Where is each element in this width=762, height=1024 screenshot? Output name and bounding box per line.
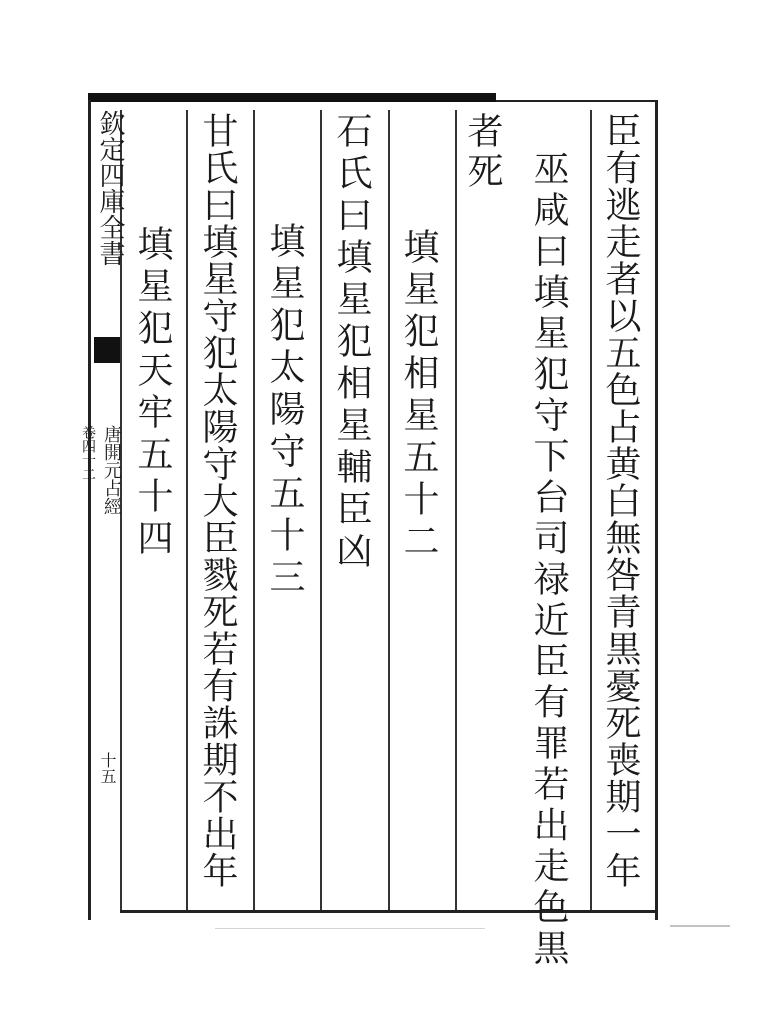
text-column-1: 臣有逃走者以五色占黄白無咎青黒憂死喪期一年 (600, 112, 641, 889)
text-column-2: 巫咸曰填星犯守下台司禄近臣有罪若出走色黒 (528, 150, 569, 970)
fishtail-mark (94, 337, 120, 363)
column-divider (320, 110, 322, 910)
right-frame-line (655, 100, 658, 920)
scan-speck (670, 925, 730, 927)
collection-title: 欽定四庫全書 (95, 110, 125, 266)
scan-speck (215, 928, 485, 929)
volume-number: 卷四十二 (80, 425, 96, 481)
book-title: 唐開元占經 (101, 425, 122, 515)
top-frame-rule (88, 93, 496, 102)
text-column-5: 石氏曰填星犯相星輔臣凶 (331, 112, 372, 574)
column-divider (253, 110, 255, 910)
column-divider (455, 110, 457, 910)
top-frame-line (496, 100, 658, 102)
text-column-3: 者死 (462, 112, 503, 192)
bottom-frame-line (120, 910, 658, 913)
column-divider (590, 110, 592, 910)
section-heading-52: 填星犯相星五十二 (398, 228, 439, 564)
page-number: 十五 (98, 752, 117, 784)
text-column-7: 甘氏曰填星守犯太陽守大臣戮死若有誅期不出年 (197, 112, 238, 889)
column-divider (186, 110, 188, 910)
section-heading-54: 填星犯天牢五十四 (132, 225, 173, 561)
left-frame-line (88, 100, 91, 920)
section-heading-53: 填星犯太陽守五十三 (264, 222, 305, 600)
column-divider (388, 110, 390, 910)
